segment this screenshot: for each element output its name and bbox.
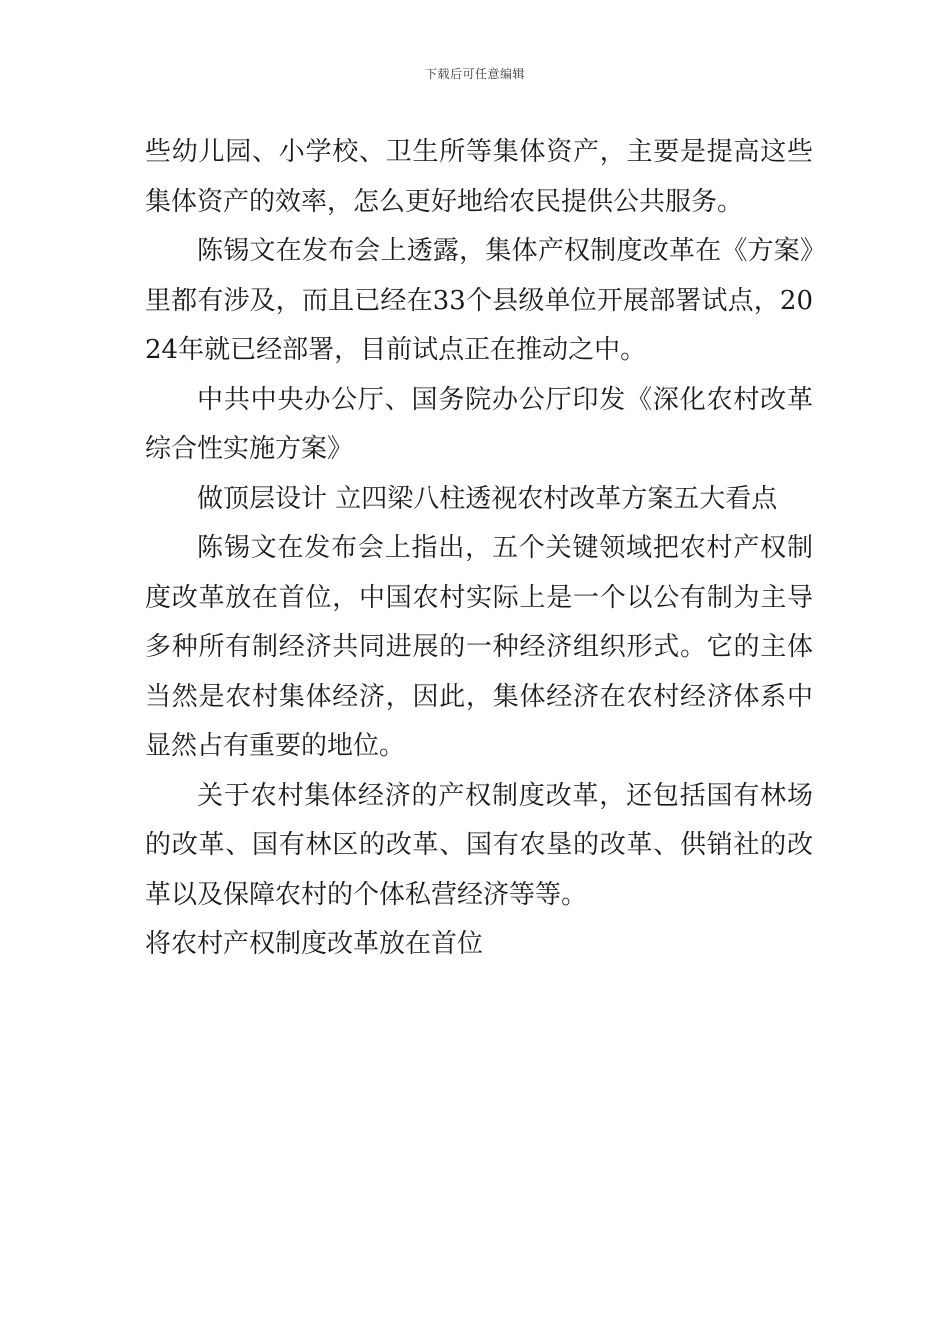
paragraph-key-areas: 陈锡文在发布会上指出，五个关键领域把农村产权制度改革放在首位，中国农村实际上是一个以公有制为主导多种所有制经济共同进展的一种经济组织形式。它的主体当然是农村集体经济，因此，集体经济在农村经济体系中显然占有重要的地位。 [145, 533, 813, 761]
page-header: 下载后可任意编辑 [424, 67, 525, 81]
section-heading: 将农村产权制度改革放在首位 [145, 929, 484, 959]
paragraph-continuation: 些幼儿园、小学校、卫生所等集体资产，主要是提高这些集体资产的效率，怎么更好地给农民提供公共服务。 [145, 137, 813, 217]
paragraph-pilot-reform: 陈锡文在发布会上透露，集体产权制度改革在《方案》里都有涉及，而且已经在33个县级单位开展部署试点，2024年就已经部署，目前试点正在推动之中。 [145, 236, 813, 365]
paragraph-highlights-heading: 做顶层设计 立四梁八柱透视农村改革方案五大看点 [197, 483, 778, 514]
document-body [145, 128, 813, 970]
paragraph-document-title: 中共中央办公厅、国务院办公厅印发《深化农村改革综合性实施方案》 [145, 384, 813, 464]
paragraph-collective-economy: 关于农村集体经济的产权制度改革，还包括国有林场的改革、国有林区的改革、国有农垦的改革、供销社的改革以及保障农村的个体私营经济等等。 [145, 780, 813, 910]
